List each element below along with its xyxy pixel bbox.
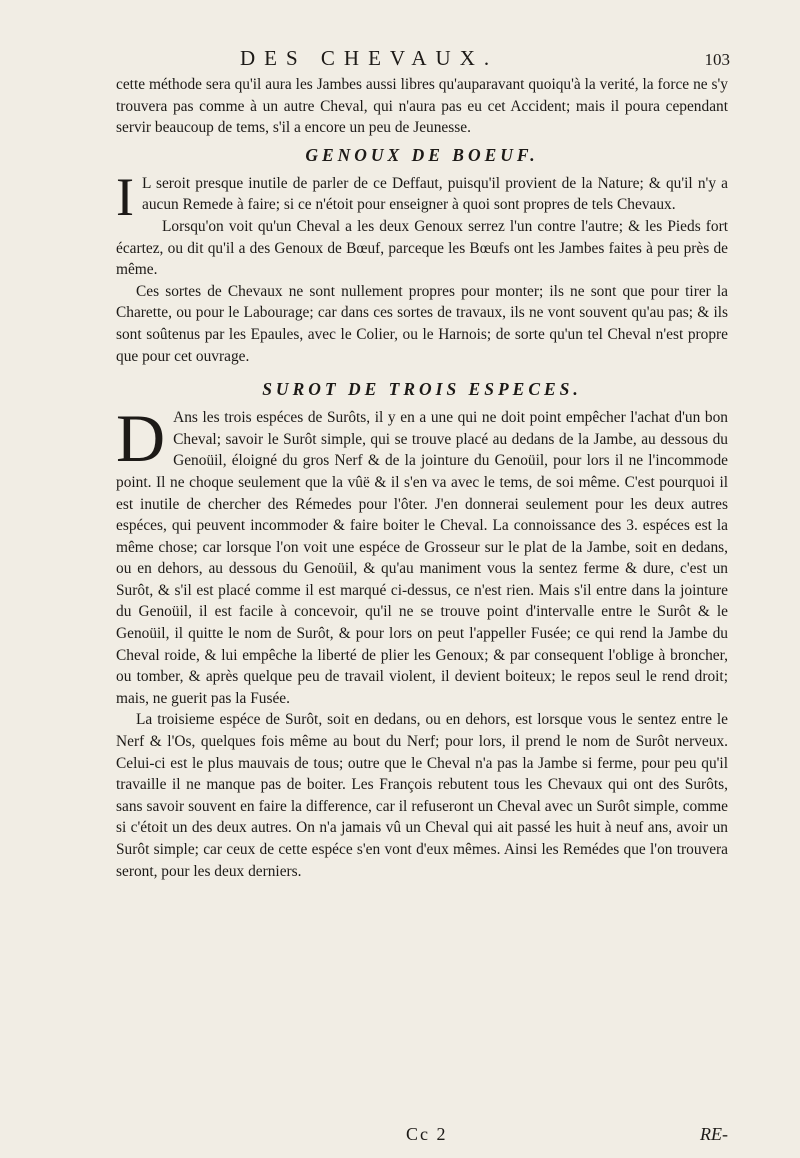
dropcap-d: D xyxy=(116,400,166,477)
page-footer xyxy=(116,1124,728,1148)
section2-paragraph-1 xyxy=(116,400,728,709)
section1-paragraph-2: Lorsqu'on voit qu'un Cheval a les deux Genoux serrez l'un contre l'autre; & les Pieds fort écartez, ou dit qu'il a des Genoux de Bœuf, parceque les Bœufs ont les Jambes faites à peu près de même. xyxy=(116,217,728,279)
page-number: 103 xyxy=(704,50,730,69)
dropcap-i: I xyxy=(116,166,134,227)
section-heading-surot: SUROT DE TROIS ESPECES. xyxy=(262,379,582,400)
page-header xyxy=(116,40,728,74)
catchword: RE- xyxy=(700,1124,728,1144)
page-body xyxy=(116,74,728,882)
running-title: DES CHEVAUX. xyxy=(240,46,499,70)
signature-mark: Cc 2 xyxy=(406,1124,448,1144)
section1-paragraph-1 xyxy=(116,166,728,227)
continued-paragraph: cette méthode sera qu'il aura les Jambes aussi libres qu'auparavant quoiqu'à la verité, la force ne s'y trouvera pas comme à un autre Cheval, qui n'aura pas eu cet Accident; mais il poura cependant servir beaucoup de tems, s'il a encore un peu de Jeunesse. xyxy=(116,76,728,137)
section2-paragraph-1-text: Ans les trois espéces de Surôts, il y en a une qui ne doit point empêcher l'achat d'un bon Cheval; savoir le Surôt simple, qui se trouve placé au dedans de la Jambe, au dessous du Genoüil, éloigné du gros Nerf & de la jointure du Genoüil, pour lors il ne l'incommode point. Il ne choque seulement que la vûë & il s'en va avec le tems, de soi même. C'est pourquoi il est inutile de chercher des Rémedes pour l'ôter. J'en donnerai seulement pour les deux autres espéces, qui peuvent incommoder & faire boiter le Cheval. La connoissance des 3. espéces est la même chose; car lorsque l'on voit une espéce de Grosseur sur le plat de la Jambe, soit en dedans, ou en dehors, au dessous du Genoüil, & qu'au maniment vous la sentez ferme & dure, c'est un Surôt, & s'il est placé comme il est marqué ci-dessus, ce n'est rien. Mais s'il entre dans la jointure du Genoüil, il est facile à concevoir, qu'il ne se trouve point d'intervalle entre le Surôt & le Genoüil, il quitte le nom de Surôt, & pour lors on peut l'appeller Fusée; ce qui rend la Jambe du Cheval roide, & lui empêche la liberté de plier les Genoux; & par consequent l'oblige à broncher, ou tomber, & après quelque peu de travail violent, il devient boiteux; le repos seul le rend droit; mais, ne guerit pas la Fusée. xyxy=(116,409,728,707)
section-heading-genoux-de-boeuf: GENOUX DE BOEUF. xyxy=(305,144,539,165)
section1-paragraph-3: Ces sortes de Chevaux ne sont nullement propres pour monter; ils ne sont que pour tirer la Charette, ou pour le Labourage; car dans ces sortes de travaux, ils ne vont souvent qu'au pas; & ils sont soûtenus par les Epaules, avec le Colier, ou le Harnois; de sorte qu'un tel Cheval n'est propre que pour cet ouvrage. xyxy=(116,282,728,365)
section2-paragraph-2: La troisieme espéce de Surôt, soit en dedans, ou en dehors, est lorsque vous le sentez entre le Nerf & l'Os, quelques fois même au bout du Nerf; pour lors, il prend le nom de Surôt nerveux. Celui-ci est le plus mauvais de tous; outre que le Cheval n'a pas la Jambe si ferme, pour peu qu'il travaille il ne manque pas de boiter. Les François rebutent tous les Chevaux qui ont des Surôts, sans savoir souvent en faire la difference, car il refuseront un Cheval avec un Surôt simple, comme si c'étoit un des deux autres. On n'a jamais vû un Cheval qui ait passé les huit à neuf ans, avoir un Surôt simple; car ceux de cette espéce s'en vont d'eux mêmes. Ainsi les Remédes que l'on trouvera seront, pour les deux derniers. xyxy=(116,711,728,880)
section1-paragraph-1-text: L seroit presque inutile de parler de ce Deffaut, puisqu'il provient de la Nature; & qu'il n'y a aucun Remede à faire; si ce n'étoit pour enseigner à quoi sont propres de tels Chevaux. xyxy=(141,174,728,214)
